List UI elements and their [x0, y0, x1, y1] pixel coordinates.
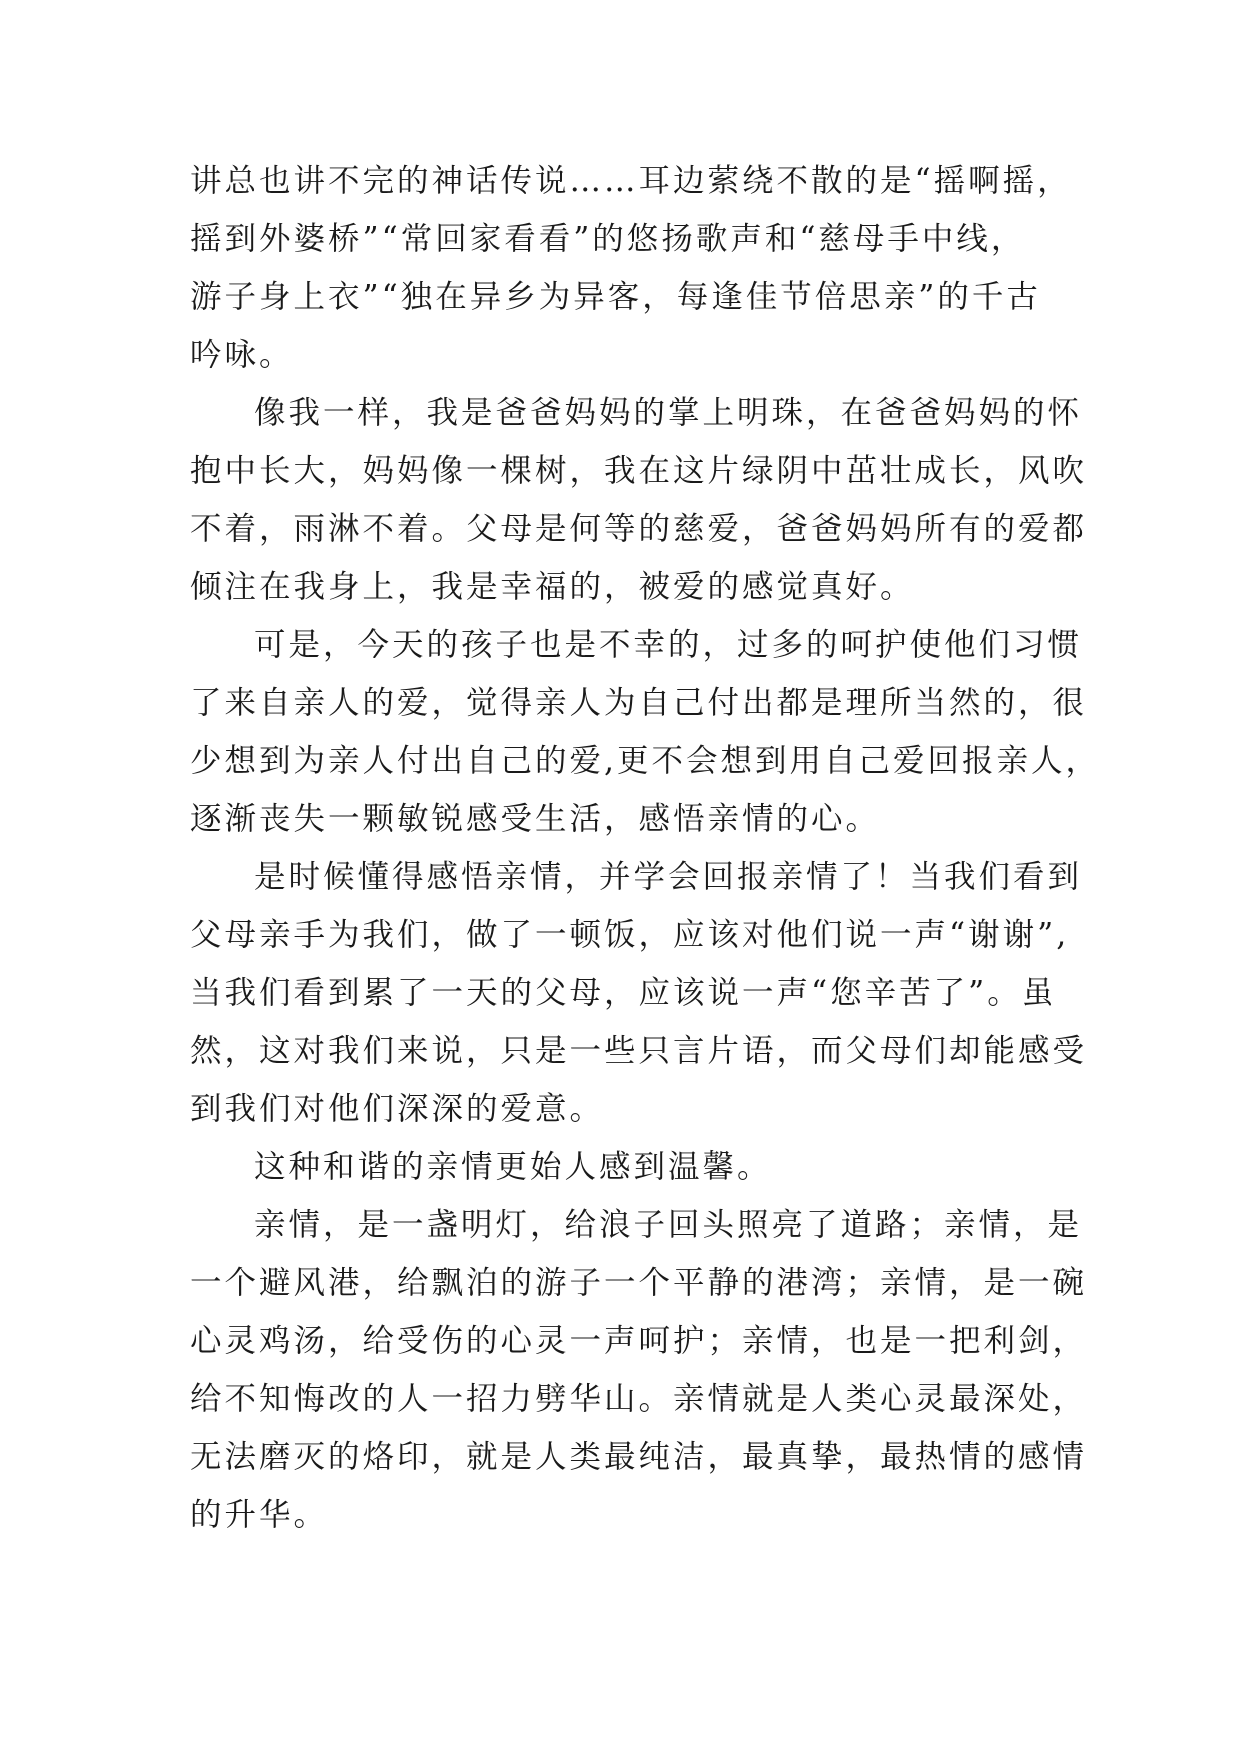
- text-line: 给不知悔改的人一招力劈华山。亲情就是人类心灵最深处，: [190, 1381, 1088, 1417]
- text-line: 的升华。: [190, 1497, 329, 1533]
- text-line: 吟咏。: [190, 337, 294, 373]
- paragraph-start-line: 是时候懂得感悟亲情，并学会回报亲情了！当我们看到: [254, 859, 1083, 895]
- text-line: 不着，雨淋不着。父母是何等的慈爱，爸爸妈妈所有的爱都: [190, 511, 1088, 547]
- text-line: 了来自亲人的爱，觉得亲人为自己付出都是理所当然的，很: [190, 685, 1088, 721]
- text-line: 一个避风港，给飘泊的游子一个平静的港湾；亲情，是一碗: [190, 1265, 1088, 1301]
- text-line: 当我们看到累了一天的父母，应该说一声“您辛苦了”。虽: [190, 975, 1057, 1011]
- text-line: 少想到为亲人付出自己的爱,更不会想到用自己爱回报亲人，: [190, 743, 1101, 779]
- text-line: 逐渐丧失一颗敏锐感受生活，感悟亲情的心。: [190, 801, 881, 837]
- paragraph-start-line: 可是，今天的孩子也是不幸的，过多的呵护使他们习惯: [254, 627, 1083, 663]
- paragraph-start-line: 亲情，是一盏明灯，给浪子回头照亮了道路；亲情，是: [254, 1207, 1083, 1243]
- text-line: 然，这对我们来说，只是一些只言片语，而父母们却能感受: [190, 1033, 1088, 1069]
- text-line: 心灵鸡汤，给受伤的心灵一声呵护；亲情，也是一把利剑，: [190, 1323, 1088, 1359]
- text-line: 摇到外婆桥”“常回家看看”的悠扬歌声和“慈母手中线，: [190, 221, 1026, 257]
- paragraph-start-line: 这种和谐的亲情更始人感到温馨。: [254, 1149, 772, 1185]
- text-line: 倾注在我身上，我是幸福的，被爱的感觉真好。: [190, 569, 915, 605]
- text-line: 抱中长大，妈妈像一棵树，我在这片绿阴中茁壮成长，风吹: [190, 453, 1088, 489]
- text-line: 游子身上衣”“独在异乡为异客，每逢佳节倍思亲”的千古: [190, 279, 1041, 315]
- text-line: 无法磨灭的烙印，就是人类最纯洁，最真挚，最热情的感情: [190, 1439, 1088, 1475]
- text-line: 讲总也讲不完的神话传说……耳边萦绕不散的是“摇啊摇，: [190, 163, 1072, 199]
- text-line: 父母亲手为我们，做了一顿饭，应该对他们说一声“谢谢”,: [190, 917, 1070, 953]
- text-line: 到我们对他们深深的爱意。: [190, 1091, 605, 1127]
- paragraph-start-line: 像我一样，我是爸爸妈妈的掌上明珠，在爸爸妈妈的怀: [254, 395, 1083, 431]
